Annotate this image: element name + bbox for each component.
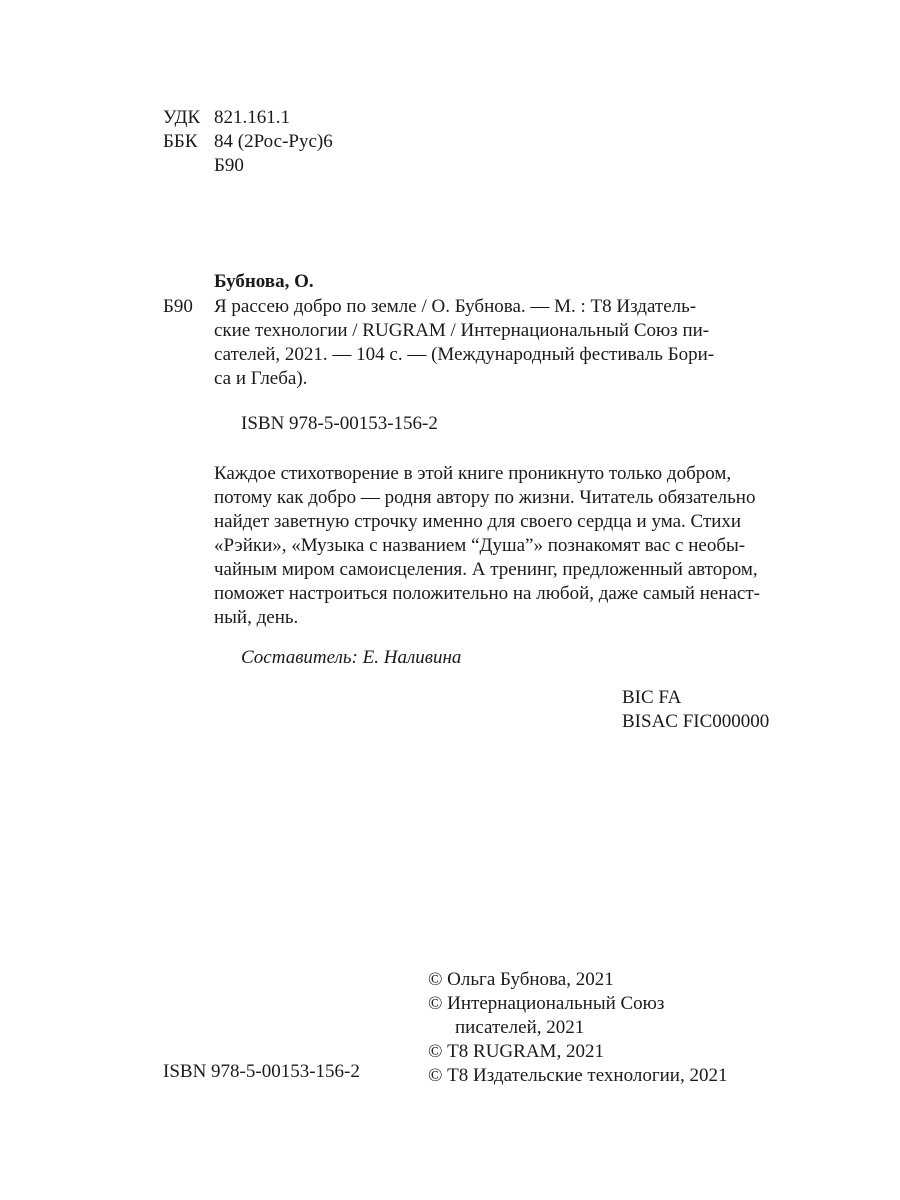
bic-codes [622,686,769,734]
annotation-line: чайным миром самоисцеления. А тренинг, предложенный автором, [214,559,758,580]
udk-label: УДК [163,107,201,128]
bib-author: Бубнова, О. [214,271,314,292]
bib-description [214,295,776,391]
bic-code: BIC FA [622,687,682,708]
udk-value: 821.161.1 [214,107,290,128]
bisac-code: BISAC FIC000000 [622,711,770,732]
author-mark-row [163,154,333,178]
annotation-line: найдет заветную строчку именно для своего сердца и ума. Стихи [214,511,742,532]
annotation-line: ный, день. [214,607,299,628]
bib-line: са и Глеба). [214,368,308,389]
udk-row [163,106,333,130]
copyright-line: © Ольга Бубнова, 2021 [428,969,614,990]
annotation [214,462,776,630]
copyright-line: © Т8 Издательские технологии, 2021 [428,1065,728,1086]
bib-line: ские технологии / RUGRAM / Интернациональный Союз пи- [214,320,710,341]
bbk-row [163,130,333,154]
annotation-line: потому как добро — родня автору по жизни. Читатель обязательно [214,487,756,508]
bib-line: Я рассею добро по земле / О. Бубнова. — М. : Т8 Издатель- [214,296,697,317]
bib-line: сателей, 2021. — 104 с. — (Международный фестиваль Бори- [214,344,715,365]
author-mark: Б90 [214,155,244,176]
bbk-label: ББК [163,131,198,152]
copyright-line: © Т8 RUGRAM, 2021 [428,1041,604,1062]
annotation-line: поможет настроиться положительно на любой, даже самый ненаст- [214,583,760,604]
bbk-value: 84 (2Рос-Рус)6 [214,131,333,152]
classification-block [163,106,333,178]
bib-code: Б90 [163,296,193,317]
annotation-line: Каждое стихотворение в этой книге проникнуто только добром, [214,463,732,484]
copyright-line: писателей, 2021 [455,1017,585,1038]
copyright-block [428,968,727,1088]
isbn-bottom: ISBN 978-5-00153-156-2 [163,1061,360,1082]
compiler-credit: Составитель: Е. Наливина [241,647,462,668]
copyright-line: © Интернациональный Союз [428,993,665,1014]
annotation-line: «Рэйки», «Музыка с названием “Душа”» познакомят вас с необы- [214,535,746,556]
isbn-main: ISBN 978-5-00153-156-2 [241,413,438,434]
